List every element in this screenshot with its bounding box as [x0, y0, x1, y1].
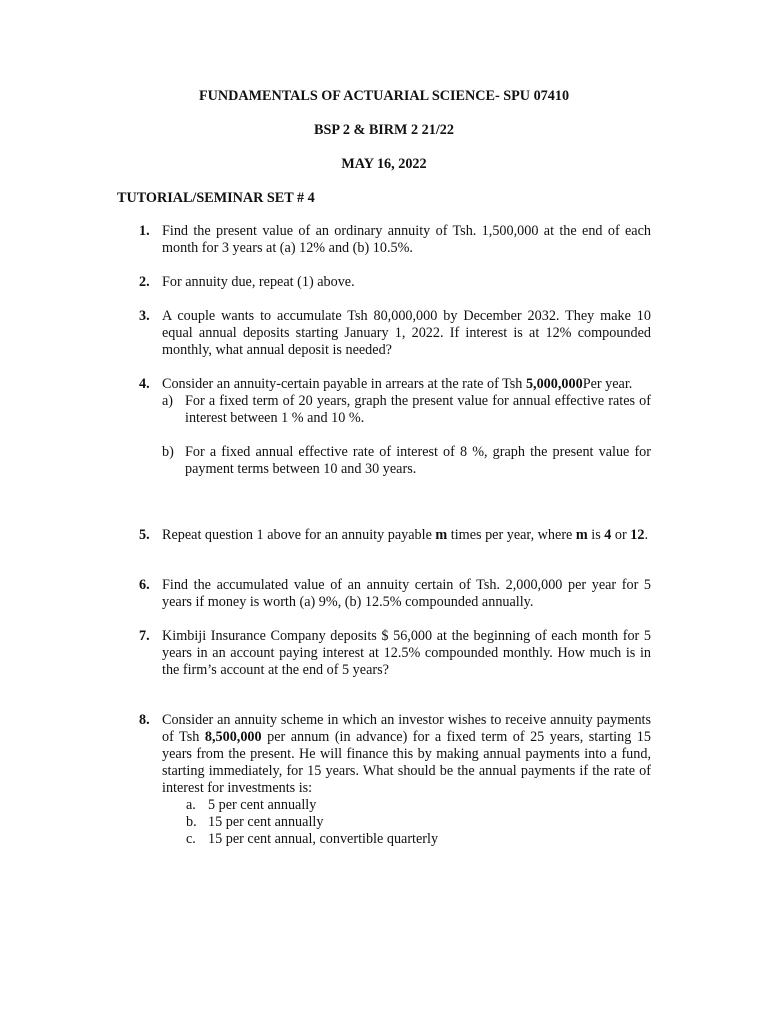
- question-number: 5.: [139, 527, 150, 543]
- question-text: [162, 527, 651, 544]
- question-5: [139, 527, 651, 544]
- class-line: BSP 2 & BIRM 2 21/22: [314, 122, 454, 138]
- payment-amount: 5,000,000: [525, 376, 583, 392]
- question-number: 6.: [139, 577, 150, 593]
- question-number: 2.: [139, 274, 150, 290]
- sub-question-text: For a fixed term of 20 years, graph the present value for annual effective rates of interest between 1 % and 10 %.: [185, 393, 651, 426]
- question-text: Find the accumulated value of an annuity certain of Tsh. 2,000,000 per year for 5 years if money is worth (a) 9%, (b) 12.5% compounded annually.: [162, 577, 651, 610]
- question-7: [139, 628, 651, 679]
- question-4: [139, 376, 651, 478]
- date-line: MAY 16, 2022: [341, 156, 427, 172]
- question-8: [139, 712, 651, 848]
- question-number: 1.: [139, 223, 150, 239]
- question-text: Kimbiji Insurance Company deposits $ 56,000 at the beginning of each month for 5 years in an account paying interest at 12.5% compounded monthly. How much is in the firm’s account at the end of 5 years?: [162, 628, 651, 678]
- list-item: [186, 831, 651, 848]
- sub-question-label: a): [162, 393, 174, 409]
- question-6: [139, 577, 651, 611]
- list-item-label: c.: [186, 831, 196, 847]
- question-text: For annuity due, repeat (1) above.: [162, 274, 355, 290]
- question-text-part: is: [587, 527, 605, 543]
- question-2: [139, 274, 651, 291]
- sub-question-label: b): [162, 444, 174, 460]
- emphasis-4: 4: [604, 527, 612, 543]
- question-text-part: .: [644, 527, 649, 543]
- sub-question-a: [162, 393, 651, 427]
- question-3: [139, 308, 651, 359]
- tutorial-set-title: TUTORIAL/SEMINAR SET # 4: [117, 190, 315, 206]
- question-text: A couple wants to accumulate Tsh 80,000,000 by December 2032. They make 10 equal annual deposits starting January 1, 2022. If interest is at 12% compounded monthly, what annual deposit is needed?: [162, 308, 651, 358]
- sub-question-b: [162, 444, 651, 478]
- list-item-text: 5 per cent annually: [208, 797, 317, 813]
- question-text-part: Consider an annuity scheme in which an investor wishes to receive annuity payments of Tsh: [162, 712, 651, 745]
- payment-amount: 8,500,000: [204, 729, 262, 745]
- question-text-part: per annum (in advance) for a fixed term of 25 years, starting 15 years from the present. He will finance this by making annual payments into a fund, starting immediately, for 15 years. What should be the annual payments if the rate of interest for investments is:: [162, 729, 651, 796]
- emphasis-m: m: [575, 527, 588, 543]
- list-item: [186, 814, 651, 831]
- question-text-part: Per year.: [582, 376, 633, 392]
- question-number: 4.: [139, 376, 150, 392]
- list-item-label: b.: [186, 814, 197, 830]
- list-item-label: a.: [186, 797, 196, 813]
- interest-rate-list: [186, 797, 651, 848]
- emphasis-m: m: [435, 527, 448, 543]
- list-item-text: 15 per cent annual, convertible quarterly: [208, 831, 439, 847]
- list-item-text: 15 per cent annually: [208, 814, 324, 830]
- question-number: 7.: [139, 628, 150, 644]
- question-number: 8.: [139, 712, 150, 728]
- question-text-part: Repeat question 1 above for an annuity payable: [162, 527, 436, 543]
- question-text: Find the present value of an ordinary annuity of Tsh. 1,500,000 at the end of each month for 3 years at (a) 12% and (b) 10.5%.: [162, 223, 651, 256]
- question-text: [162, 376, 651, 393]
- emphasis-12: 12: [630, 527, 645, 543]
- question-text-part: or: [611, 527, 631, 543]
- question-text-part: Consider an annuity-certain payable in arrears at the rate of Tsh: [162, 376, 526, 392]
- question-1: [139, 223, 651, 257]
- question-number: 3.: [139, 308, 150, 324]
- question-text: [162, 712, 651, 797]
- list-item: [186, 797, 651, 814]
- sub-question-text: For a fixed annual effective rate of interest of 8 %, graph the present value for payment terms between 10 and 30 years.: [185, 444, 651, 477]
- question-text-part: times per year, where: [447, 527, 576, 543]
- course-title: FUNDAMENTALS OF ACTUARIAL SCIENCE- SPU 07410: [198, 88, 570, 104]
